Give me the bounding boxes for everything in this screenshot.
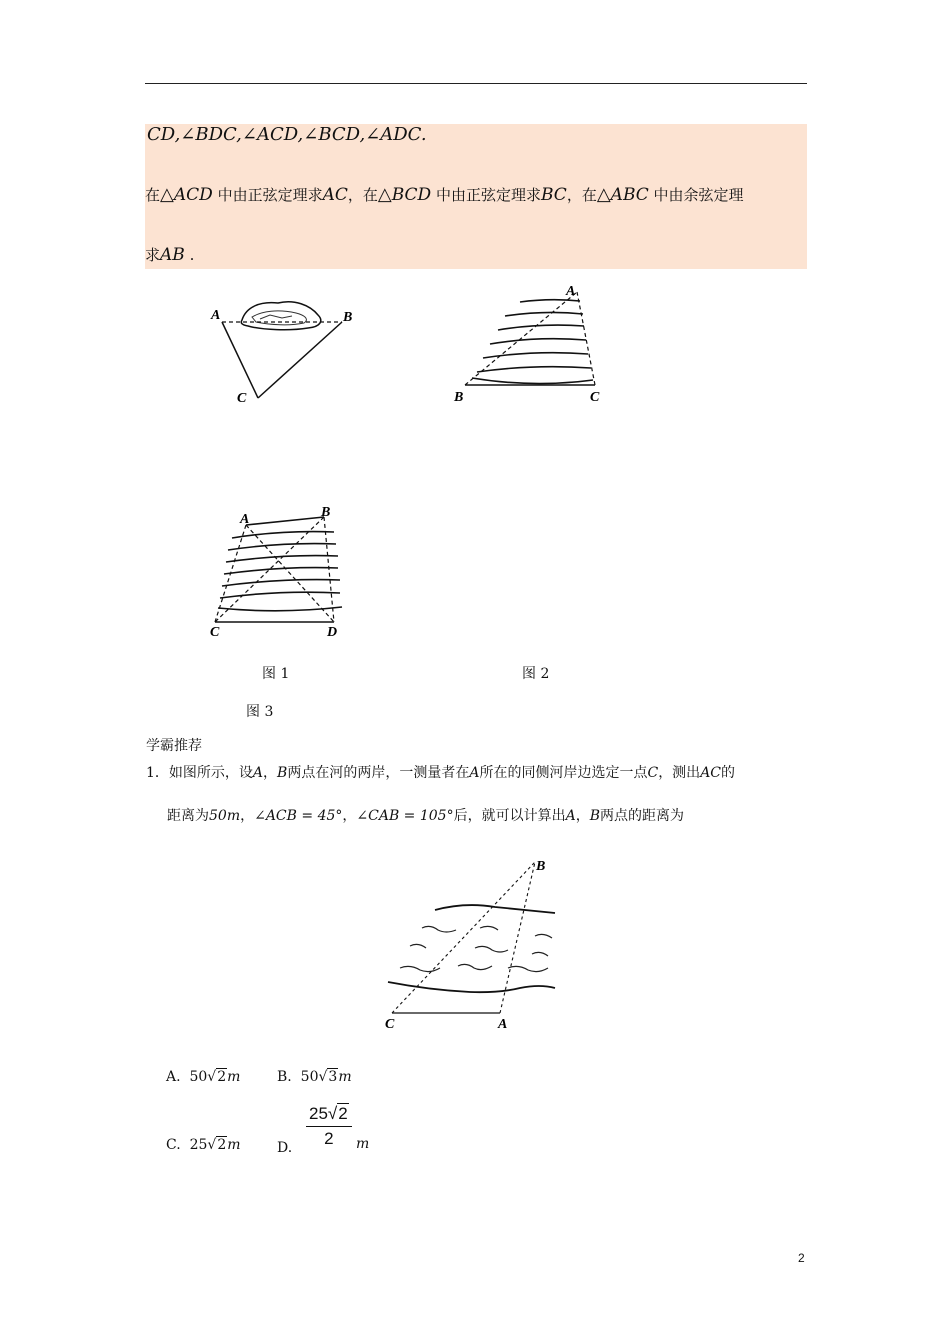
fig3-label-A: A xyxy=(240,512,250,527)
lake-shape xyxy=(241,302,321,330)
option-A[interactable]: A. 50√2m xyxy=(166,1069,241,1085)
figure-2-caption: 图 2 xyxy=(522,666,550,682)
highlight-line-3: 求AB . xyxy=(145,245,195,265)
page-number: 2 xyxy=(798,1251,805,1265)
question-1-line-1: 1．如图所示，设A，B两点在河的两岸，一测量者在A所在的同侧河岸边选定一点C，测出AC的 xyxy=(146,765,736,781)
figure-3 xyxy=(200,500,360,645)
option-D-fraction[interactable]: $\frac{25√2}{2}$ xyxy=(306,1103,352,1149)
figure-1-caption: 图 1 xyxy=(262,666,290,682)
fig3-label-C: C xyxy=(210,625,220,640)
option-B[interactable]: B. 50√3m xyxy=(277,1069,352,1085)
fig2-label-A: A xyxy=(566,284,576,299)
fig2-label-B: B xyxy=(454,390,464,405)
fig1-label-B: B xyxy=(343,310,353,325)
option-C[interactable]: C. 25√2m xyxy=(166,1137,241,1153)
figure-1 xyxy=(200,295,370,410)
fig1-label-A: A xyxy=(211,308,221,323)
figure-3-caption: 图 3 xyxy=(246,704,274,720)
q1-label-A: A xyxy=(498,1017,508,1030)
fig3-label-D: D xyxy=(327,625,338,640)
fig1-label-C: C xyxy=(237,391,247,406)
question-1-line-2: 距离为50m，∠ACB = 45°，∠CAB = 105°后，就可以计算出A，B两点的距离为 xyxy=(167,808,685,824)
q1-label-B: B xyxy=(536,859,546,874)
section-title: 学霸推荐 xyxy=(146,738,202,754)
figure-2 xyxy=(445,280,615,405)
header-rule xyxy=(145,83,807,84)
river-bank-top xyxy=(435,905,555,913)
fig3-label-B: B xyxy=(321,505,331,520)
fig2-label-C: C xyxy=(590,390,600,405)
highlight-line-2: 在△ACD 中由正弦定理求AC，在△BCD 中由正弦定理求BC，在△ABC 中由余弦定理 xyxy=(145,184,744,205)
option-D[interactable]: D. xyxy=(277,1140,293,1156)
highlight-line-1: CD,∠BDC,∠ACD,∠BCD,∠ADC. xyxy=(147,124,427,145)
option-D-unit: m xyxy=(356,1136,370,1152)
q1-label-C: C xyxy=(385,1017,395,1030)
question-1-figure xyxy=(380,850,570,1030)
